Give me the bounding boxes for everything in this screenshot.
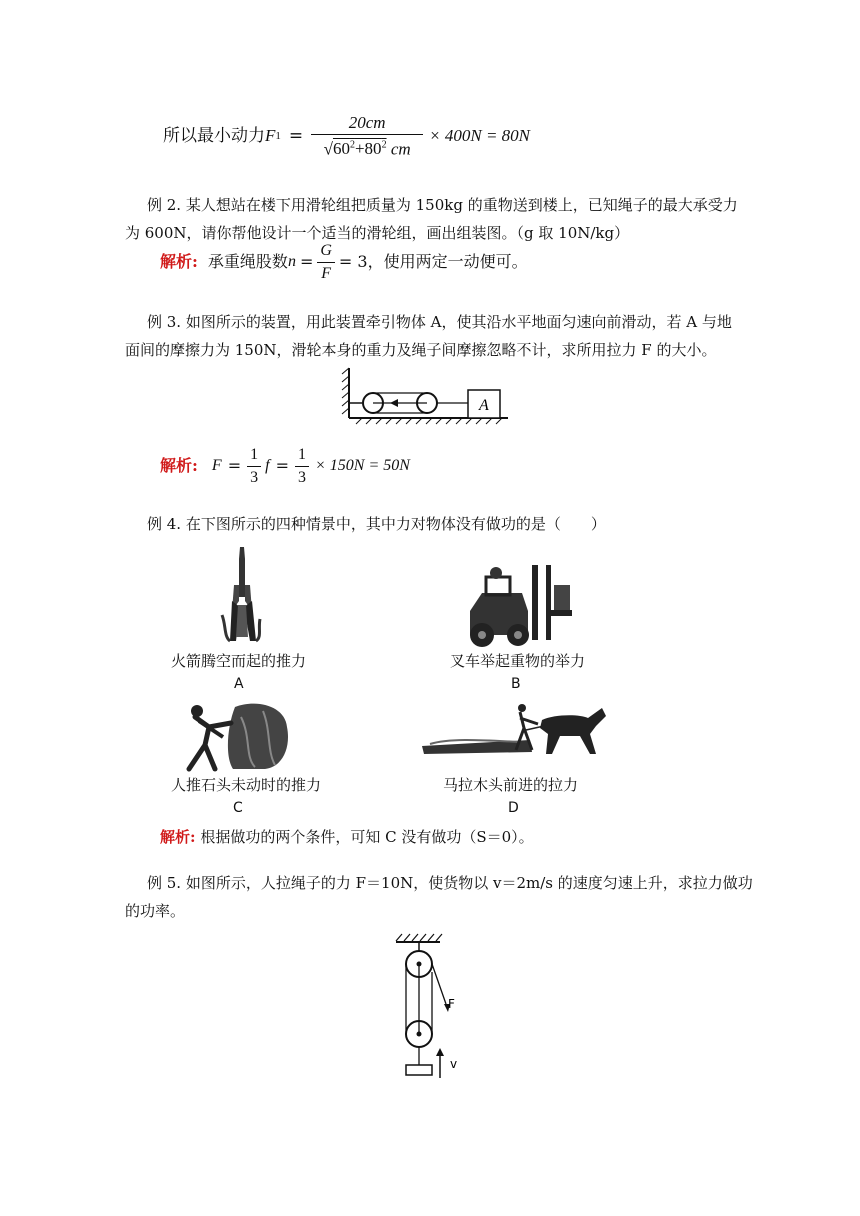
option-c-letter: C xyxy=(233,800,243,816)
friction-var: f xyxy=(265,457,270,474)
fraction-numerator: 1 xyxy=(295,444,309,467)
example-3-line1: 例 3. 如图所示的装置，用此装置牵引物体 A，使其沿水平地面匀速向前滑动，若 A 与地 xyxy=(147,313,732,331)
option-c-caption: 人推石头未动时的推力 xyxy=(171,776,322,794)
pushing-rock-illustration xyxy=(175,697,295,772)
example-5-text xyxy=(125,869,767,925)
example-5-line1: 例 5. 如图所示，人拉绳子的力 F＝10N，使货物以 v＝2m/s 的速度匀速上升，求拉力做功 xyxy=(147,874,753,892)
n-var: n xyxy=(287,253,296,270)
analysis-result: × 150N = 50N xyxy=(314,457,410,474)
option-a-letter: A xyxy=(234,676,244,692)
analysis-prefix: 承重绳股数 xyxy=(207,252,288,271)
fraction-numerator: G xyxy=(317,240,335,263)
fraction-one-third xyxy=(247,444,261,489)
analysis-label: 解析: xyxy=(160,828,196,846)
example-4-text: 例 4. 在下图所示的四种情景中，其中力对物体没有做功的是（ ） xyxy=(147,515,606,533)
example-2-line2: 为 600N，请你帮他设计一个适当的滑轮组，画出组装图。（g 取 10N/kg） xyxy=(125,224,630,242)
analysis-text: 根据做功的两个条件，可知 C 没有做功（S＝0）。 xyxy=(200,828,534,846)
pulley-system-diagram xyxy=(388,930,478,1080)
force-var: F xyxy=(265,126,276,145)
example-3-line2: 面间的摩擦力为 150N，滑轮本身的重力及绳子间摩擦忽略不计，求所用拉力 F 的大小。 xyxy=(125,341,717,359)
formula-min-force xyxy=(163,106,530,166)
rocket-illustration xyxy=(212,545,272,645)
den-base2: +80 xyxy=(354,139,382,159)
option-b-letter: B xyxy=(511,676,521,692)
den-exp1: 2 xyxy=(349,139,355,151)
example-5-line2: 的功率。 xyxy=(125,902,186,920)
horse-pulling-log-illustration xyxy=(420,700,610,760)
formula-prefix: 所以最小动力 xyxy=(163,126,265,146)
example-3-analysis xyxy=(160,440,410,492)
equals-sign: = xyxy=(299,252,314,271)
force-label: F xyxy=(448,997,455,1011)
equals-sign: = xyxy=(275,456,289,475)
fraction-denominator: 3 xyxy=(250,468,259,486)
analysis-label: 解析: xyxy=(160,252,198,271)
f-var: F xyxy=(211,457,222,474)
pulley-block-diagram xyxy=(342,366,512,426)
fraction-numerator: 1 xyxy=(247,444,261,467)
example-4-analysis xyxy=(160,823,534,851)
fraction-one-third xyxy=(295,444,309,489)
den-base1: 60 xyxy=(332,139,350,159)
den-unit: cm xyxy=(390,139,411,159)
equals-sign: = xyxy=(288,126,304,146)
equals-sign: = xyxy=(227,456,242,475)
forklift-illustration xyxy=(462,555,582,650)
option-d-caption: 马拉木头前进的拉力 xyxy=(443,776,579,794)
option-a-caption: 火箭腾空而起的推力 xyxy=(171,652,307,670)
option-b-caption: 叉车举起重物的举力 xyxy=(450,652,586,670)
formula-tail: × 400N = 80N xyxy=(429,126,531,145)
fraction-denominator: $√60^2+80^2$ cm xyxy=(323,139,411,159)
option-d-letter: D xyxy=(508,800,519,816)
example-2-analysis xyxy=(160,236,528,288)
example-2-line1: 例 2. 某人想站在楼下用滑轮组把质量为 150kg 的重物送到楼上，已知绳子的最大承受力 xyxy=(147,196,738,214)
fraction-denominator: 3 xyxy=(297,468,306,486)
fraction-g-over-f xyxy=(317,240,335,285)
velocity-label: v xyxy=(450,1057,458,1071)
analysis-result: = 3，使用两定一动便可。 xyxy=(338,252,528,271)
fraction-denominator: F xyxy=(321,264,332,282)
block-a-label: A xyxy=(479,397,489,414)
analysis-label: 解析: xyxy=(160,456,198,475)
den-exp2: 2 xyxy=(381,139,387,151)
fraction xyxy=(311,112,423,161)
fraction-numerator: 20cm xyxy=(311,112,423,135)
force-sub: 1 xyxy=(275,130,281,142)
example-3-text xyxy=(125,308,767,364)
